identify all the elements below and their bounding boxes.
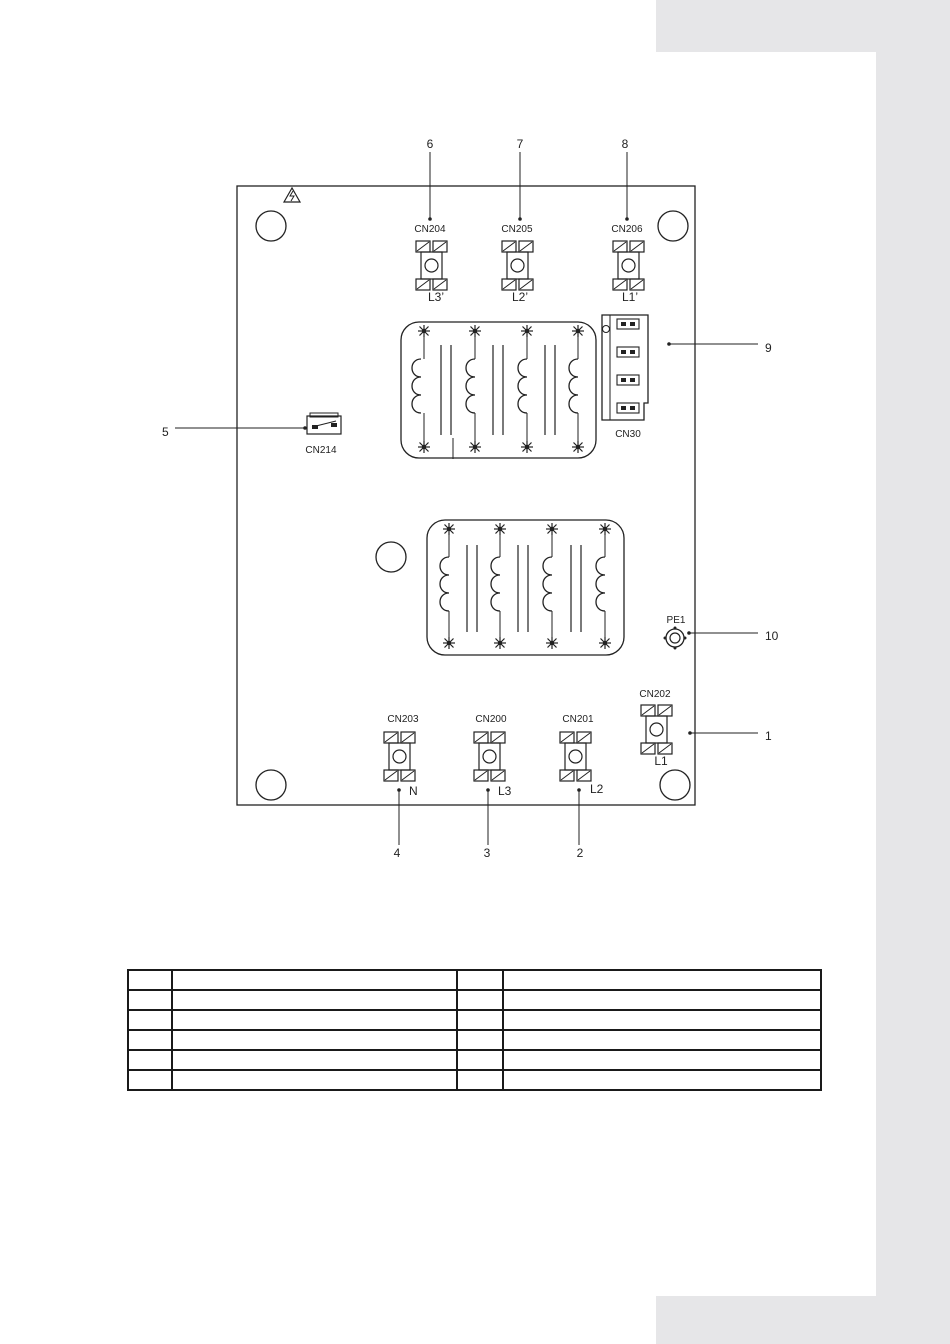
terminal-label-l3-prime: L3’ xyxy=(427,290,445,304)
terminal-block-cn203 xyxy=(384,732,415,781)
table-row xyxy=(128,970,821,990)
connector-cn206-label: CN206 xyxy=(611,224,643,235)
callout-9: 9 xyxy=(765,341,772,355)
terminal-label-l3: L3 xyxy=(498,784,512,798)
callout-8: 8 xyxy=(621,137,629,151)
table-cell xyxy=(172,970,457,990)
mounting-hole xyxy=(256,770,286,800)
callout-4: 4 xyxy=(393,846,401,860)
connector-cn203-label: CN203 xyxy=(387,714,419,725)
mounting-hole xyxy=(658,211,688,241)
table-cell xyxy=(457,1070,503,1090)
table-cell xyxy=(503,970,821,990)
table-row xyxy=(128,1050,821,1070)
terminal-block-cn205 xyxy=(502,241,533,290)
callout-5: 5 xyxy=(162,425,169,439)
table-cell xyxy=(457,990,503,1010)
connector-cn202-label: CN202 xyxy=(639,689,671,700)
terminal-block-cn201 xyxy=(560,732,591,781)
terminal-block-cn202 xyxy=(641,705,672,754)
side-tab-bottom xyxy=(656,1296,950,1344)
ground-terminal-pe1 xyxy=(664,627,687,650)
callout-6: 6 xyxy=(426,137,434,151)
table-cell xyxy=(503,1050,821,1070)
callout-7: 7 xyxy=(516,137,524,151)
high-voltage-warning-icon xyxy=(284,188,300,202)
table-cell xyxy=(503,1010,821,1030)
connector-cn214-label: CN214 xyxy=(305,445,337,456)
callout-10: 10 xyxy=(765,629,779,643)
filter-block-upper xyxy=(401,322,596,459)
callout-2: 2 xyxy=(576,846,584,860)
connector-cn201-label: CN201 xyxy=(562,714,594,725)
table-row xyxy=(128,1070,821,1090)
table-cell xyxy=(457,1010,503,1030)
table-cell xyxy=(128,1050,172,1070)
table-cell xyxy=(128,1070,172,1090)
connector-cn200-label: CN200 xyxy=(475,714,507,725)
terminal-block-cn206 xyxy=(613,241,644,290)
mounting-hole xyxy=(660,770,690,800)
connector-cn30-label: CN30 xyxy=(615,429,641,440)
connector-cn204-label: CN204 xyxy=(414,224,446,235)
terminal-block-cn204 xyxy=(416,241,447,290)
legend-table xyxy=(127,969,822,1091)
table-cell xyxy=(503,1070,821,1090)
terminal-label-l2: L2 xyxy=(590,782,604,796)
callout-3: 3 xyxy=(483,846,491,860)
terminal-label-l2-prime: L2’ xyxy=(511,290,529,304)
table-cell xyxy=(457,970,503,990)
table-cell xyxy=(503,1030,821,1050)
table-cell xyxy=(172,990,457,1010)
table-cell xyxy=(128,970,172,990)
table-cell xyxy=(503,990,821,1010)
mounting-hole xyxy=(256,211,286,241)
connector-cn205-label: CN205 xyxy=(501,224,533,235)
table-cell xyxy=(172,1010,457,1030)
terminal-label-n: N xyxy=(409,784,418,798)
table-cell xyxy=(128,1030,172,1050)
terminal-label-l1: L1 xyxy=(654,754,668,768)
table-row xyxy=(128,1030,821,1050)
table-row xyxy=(128,1010,821,1030)
terminal-label-l1-prime: L1’ xyxy=(621,290,639,304)
table-cell xyxy=(172,1030,457,1050)
table-cell xyxy=(457,1050,503,1070)
table-cell xyxy=(128,990,172,1010)
terminal-block-cn200 xyxy=(474,732,505,781)
connector-cn214 xyxy=(307,413,341,434)
table-cell xyxy=(172,1070,457,1090)
table-cell xyxy=(172,1050,457,1070)
connector-pe1-label: PE1 xyxy=(666,615,686,626)
table-cell xyxy=(128,1010,172,1030)
connector-cn30 xyxy=(602,315,648,420)
table-row xyxy=(128,990,821,1010)
callout-1: 1 xyxy=(765,729,772,743)
mounting-hole xyxy=(376,542,406,572)
filter-block-lower xyxy=(427,520,624,655)
table-cell xyxy=(457,1030,503,1050)
